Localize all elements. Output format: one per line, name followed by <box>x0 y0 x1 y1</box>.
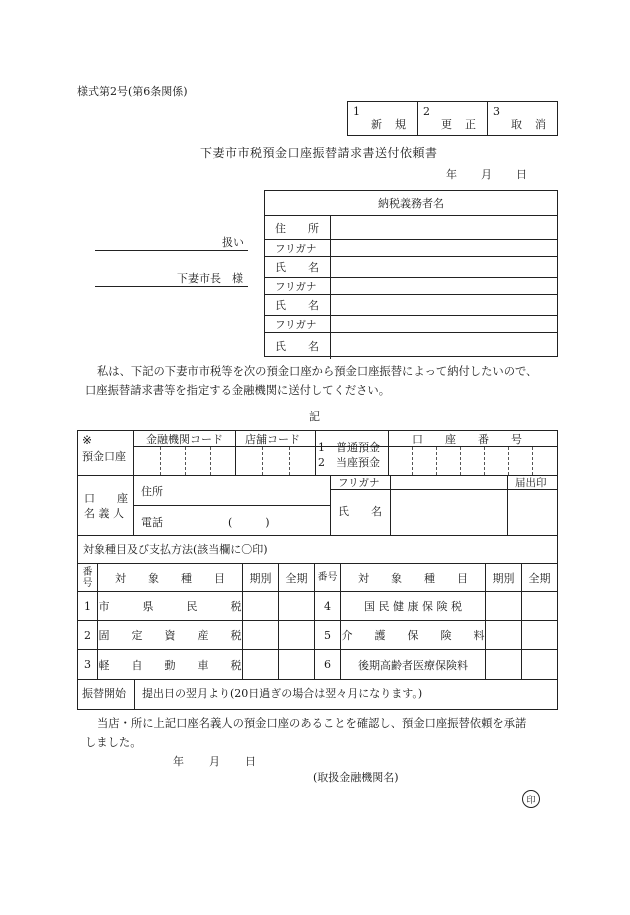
taxpayer-furigana-field[interactable] <box>331 278 557 294</box>
full-checkbox[interactable] <box>522 650 557 679</box>
type-correction-box[interactable] <box>417 102 487 135</box>
confirm-text-line-1: 当店・所に上記口座名義人の預金口座のあることを確認し、預金口座振替依頼を承諾 <box>97 717 527 730</box>
handler-line[interactable] <box>95 250 248 251</box>
items-title: 対象種目及び支払方法(該当欄に〇印) <box>83 543 268 556</box>
holder-name-field[interactable] <box>391 490 506 534</box>
period-checkbox[interactable] <box>486 592 521 620</box>
divider <box>134 679 135 709</box>
row-label: 氏 名 <box>265 333 331 359</box>
seal-label: 届出印 <box>515 477 547 489</box>
holder-address-field[interactable] <box>163 477 328 503</box>
item-name: 固 定 資 産 税 <box>98 629 242 642</box>
type-label: 新 規 <box>371 118 407 131</box>
holder-label-1: 口 座 <box>84 492 128 505</box>
period-checkbox[interactable] <box>243 592 278 620</box>
row-label: フリガナ <box>265 316 331 332</box>
month-label: 月 <box>209 755 220 768</box>
request-text-line-2: 口座振替請求書等を指定する金融機関に送付してください。 <box>85 384 391 397</box>
day-label: 日 <box>245 755 256 768</box>
account-number-field[interactable] <box>389 447 556 474</box>
period-header: 期別 <box>249 571 272 585</box>
full-checkbox[interactable] <box>522 621 557 649</box>
year-label: 年 <box>173 755 184 768</box>
mayor-label: 下妻市長 様 <box>177 272 243 285</box>
form-number: 様式第2号(第6条関係) <box>77 85 188 98</box>
type-number: 1 <box>353 105 360 118</box>
item-name: 市 県 民 税 <box>98 600 242 613</box>
item-header: 対 象 種 目 <box>115 571 225 585</box>
holder-label-2: 名 義 人 <box>84 507 124 520</box>
row-label: 住 所 <box>265 216 331 239</box>
num-header: 番号 <box>82 566 93 589</box>
row-label: 氏 名 <box>265 295 331 315</box>
taxpayer-furigana-field[interactable] <box>331 316 557 332</box>
bank-code-field[interactable] <box>134 447 234 474</box>
item-header: 対 象 種 目 <box>358 571 468 585</box>
account-label: 預金口座 <box>82 450 126 463</box>
taxpayer-furigana-field[interactable] <box>331 240 557 256</box>
item-name: 軽 自 動 車 税 <box>98 658 242 672</box>
divider <box>133 505 330 506</box>
taxpayer-furigana-row <box>265 316 557 333</box>
year-label: 年 <box>446 168 457 181</box>
item-name: 国 民 健 康 保 険 税 <box>364 600 462 613</box>
type-cancel-box[interactable] <box>487 102 557 135</box>
taxpayer-name-field[interactable] <box>331 295 557 315</box>
type-label: 取 消 <box>511 118 547 131</box>
full-checkbox[interactable] <box>279 621 314 649</box>
taxpayer-address-field[interactable] <box>331 216 557 239</box>
taxpayer-furigana-row <box>265 240 557 257</box>
holder-address-label: 住所 <box>141 485 163 498</box>
item-name: 介 護 保 険 料 <box>341 629 485 642</box>
start-label: 振替開始 <box>82 687 126 700</box>
branch-code-label: 店舗コード <box>245 433 300 446</box>
period-checkbox[interactable] <box>486 650 521 679</box>
branch-code-field[interactable] <box>236 447 314 474</box>
taxpayer-name-row <box>265 295 557 316</box>
bank-name-label: (取扱金融機関名) <box>313 771 399 784</box>
holder-phone-field[interactable] <box>163 507 328 533</box>
taxpayer-name-field[interactable] <box>331 257 557 277</box>
row-label: フリガナ <box>265 240 331 256</box>
holder-name-label: 氏 名 <box>338 505 382 518</box>
seal-field[interactable] <box>508 490 556 534</box>
account-type-ordinary[interactable]: 1 普通預金 <box>318 441 380 454</box>
divider <box>78 679 557 680</box>
item-number: 5 <box>324 628 331 642</box>
handler-suffix: 扱い <box>222 236 244 249</box>
row-label: フリガナ <box>265 278 331 294</box>
period-header: 期別 <box>492 571 515 585</box>
period-checkbox[interactable] <box>243 650 278 679</box>
item-number: 3 <box>84 658 91 671</box>
item-number: 1 <box>84 599 91 613</box>
taxpayer-table <box>264 190 558 357</box>
month-label: 月 <box>481 168 492 181</box>
full-checkbox[interactable] <box>522 592 557 620</box>
account-number-label: 口 座 番 号 <box>412 433 522 446</box>
holder-furigana-label: フリガナ <box>338 477 380 489</box>
mayor-line <box>95 286 248 287</box>
type-new-box[interactable] <box>348 102 417 135</box>
account-type-current[interactable]: 2 当座預金 <box>318 456 380 469</box>
taxpayer-address-row <box>265 216 557 240</box>
divider <box>78 535 557 536</box>
bank-code-label: 金融機関コード <box>146 433 223 446</box>
start-text: 提出日の翌月より(20日過ぎの場合は翌々月になります。) <box>142 687 423 700</box>
num-header: 番号 <box>317 572 338 583</box>
period-checkbox[interactable] <box>243 621 278 649</box>
holder-phone-paren: ( ) <box>228 516 270 529</box>
item-number: 2 <box>84 628 91 642</box>
type-label: 更 正 <box>441 118 477 131</box>
required-mark: ※ <box>82 433 93 447</box>
taxpayer-name-field[interactable] <box>331 333 557 359</box>
ki-mark: 記 <box>309 410 320 423</box>
full-header: 全期 <box>528 571 551 585</box>
divider <box>330 475 331 535</box>
registration-type-boxes <box>347 101 558 136</box>
seal-mark: 印 <box>526 795 536 806</box>
day-label: 日 <box>516 168 527 181</box>
item-name: 後期高齢者医療保険料 <box>358 658 468 672</box>
full-checkbox[interactable] <box>279 650 314 679</box>
full-header: 全期 <box>285 571 308 585</box>
confirm-text-line-2: しました。 <box>85 736 142 749</box>
taxpayer-furigana-row <box>265 278 557 295</box>
divider <box>315 431 316 475</box>
seal-circle-icon <box>522 790 540 808</box>
item-number: 6 <box>324 658 331 671</box>
holder-phone-label: 電話 <box>141 516 163 529</box>
period-checkbox[interactable] <box>486 621 521 649</box>
taxpayer-header: 納税義務者名 <box>265 191 557 216</box>
request-text-line-1: 私は、下記の下妻市市税等を次の預金口座から預金口座振替によって納付したいので、 <box>97 365 538 378</box>
taxpayer-name-row <box>265 333 557 359</box>
full-checkbox[interactable] <box>279 592 314 620</box>
item-number: 4 <box>324 599 331 613</box>
type-number: 2 <box>423 105 430 118</box>
holder-furigana-field[interactable] <box>390 476 506 488</box>
account-form <box>77 430 558 710</box>
row-label: 氏 名 <box>265 257 331 277</box>
taxpayer-name-row <box>265 257 557 278</box>
type-number: 3 <box>493 105 500 118</box>
document-title: 下妻市市税預金口座振替請求書送付依頼書 <box>200 146 438 160</box>
